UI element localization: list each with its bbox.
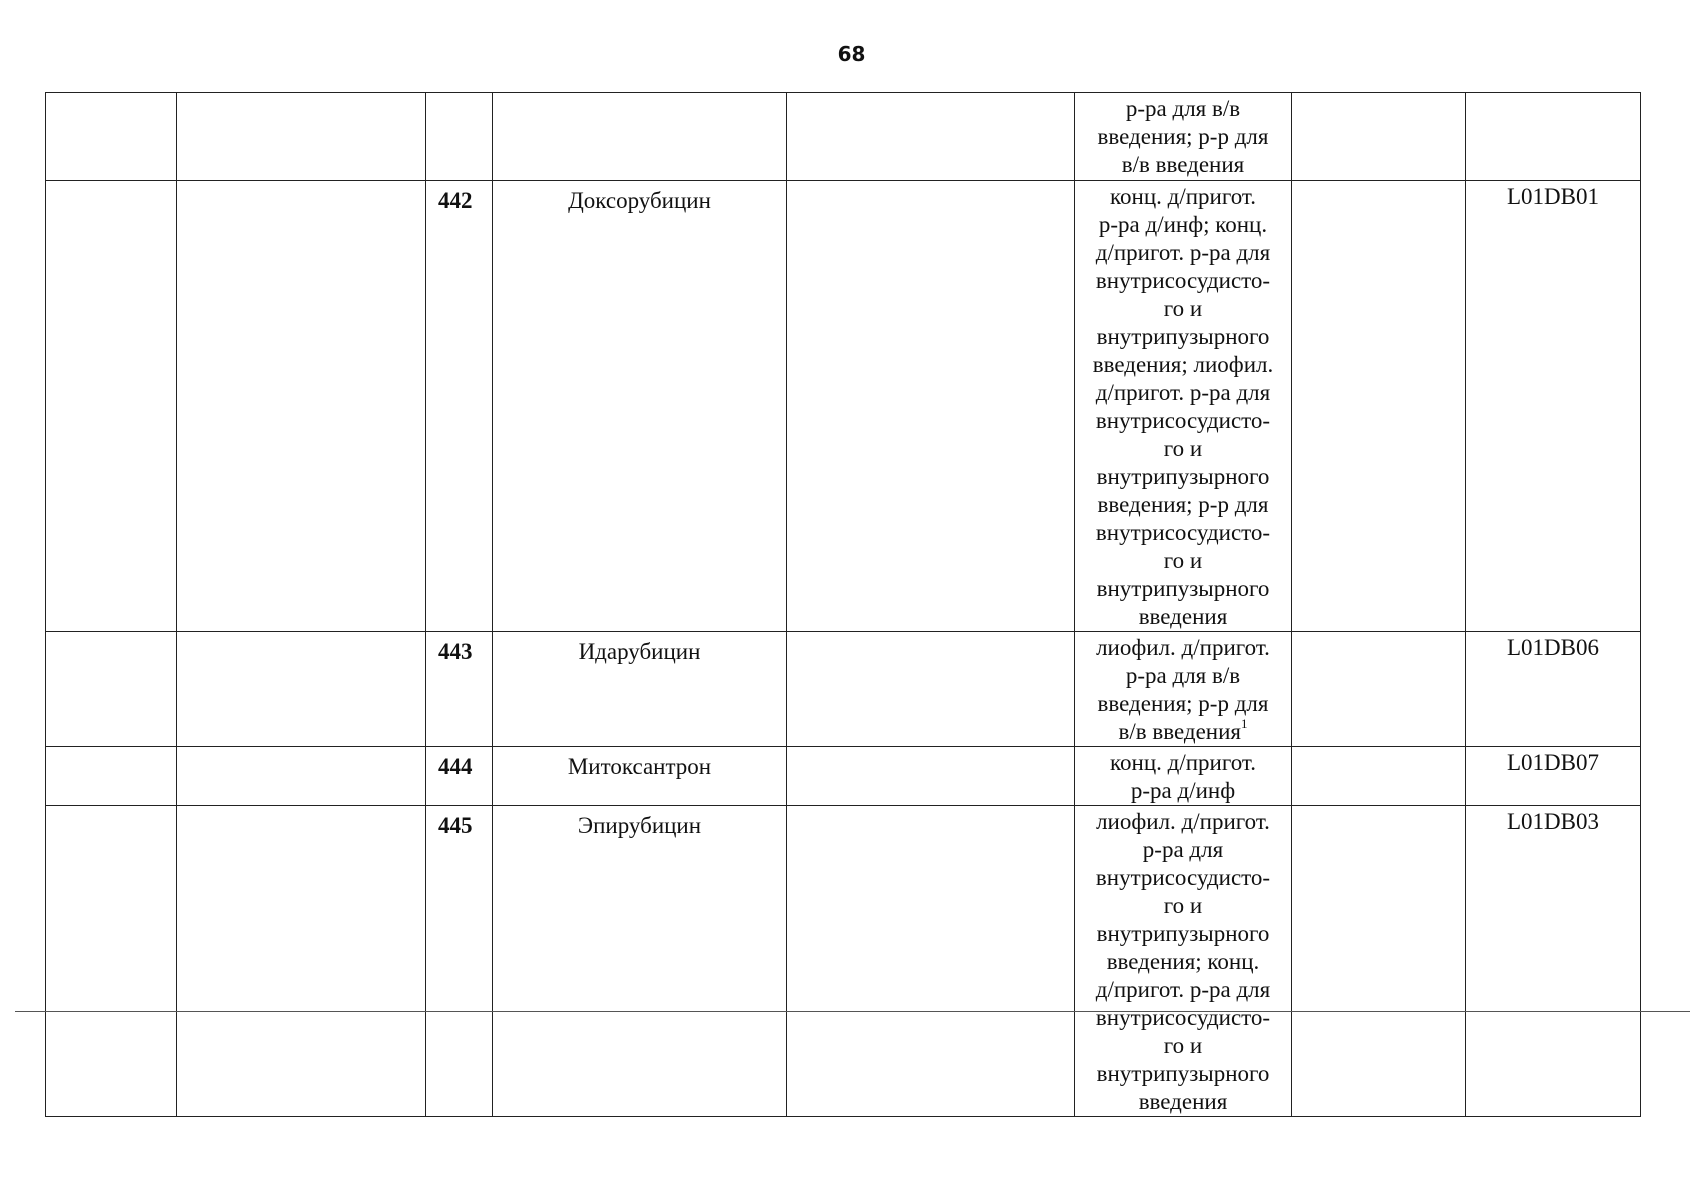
dosage-form-line: д/пригот. р-ра для <box>1095 380 1271 405</box>
dosage-form-line: го и <box>1163 893 1203 918</box>
col-2-cell <box>177 181 426 632</box>
row-number: 444 <box>426 747 493 806</box>
dosage-form-line: внутрипузырного <box>1096 921 1270 946</box>
dosage-form <box>1075 632 1292 747</box>
col-7-cell <box>1292 747 1466 806</box>
col-2-cell <box>177 747 426 806</box>
dosage-form-line: р-ра для <box>1142 837 1224 862</box>
dosage-form-line: введения <box>1138 1089 1228 1114</box>
row-number: 442 <box>426 181 493 632</box>
dosage-form-line: внутрипузырного <box>1096 324 1270 349</box>
dosage-form-line: го и <box>1163 436 1203 461</box>
col-1-cell <box>46 181 177 632</box>
dosage-form-line: в/в введения <box>1118 719 1241 744</box>
row-number <box>426 93 493 181</box>
col-2-cell <box>177 806 426 1117</box>
dosage-form <box>1075 747 1292 806</box>
table-row <box>46 806 1641 1117</box>
dosage-form <box>1075 93 1292 181</box>
row-number: 445 <box>426 806 493 1117</box>
drug-name <box>493 93 787 181</box>
dosage-form-line: го и <box>1163 548 1203 573</box>
col-2-cell <box>177 632 426 747</box>
table-row <box>46 93 1641 181</box>
dosage-form-line: введения; р-р для <box>1097 691 1269 716</box>
row-number: 443 <box>426 632 493 747</box>
dosage-form-line: р-ра д/инф; конц. <box>1098 212 1268 237</box>
dosage-form-line: внутрисосудисто- <box>1095 268 1271 293</box>
dosage-form-line: введения <box>1138 604 1228 629</box>
drug-name: Эпирубицин <box>493 806 787 1117</box>
dosage-form-line: введения; р-р для <box>1097 124 1269 149</box>
dosage-form-line: внутрисосудисто- <box>1095 1005 1271 1030</box>
col-2-cell <box>177 93 426 181</box>
dosage-form-line: в/в введения <box>1121 152 1245 177</box>
page-cut-line <box>15 1011 1690 1012</box>
dosage-form-line-wrap <box>1079 718 1287 746</box>
atc-code: L01DB03 <box>1466 806 1641 1117</box>
col-7-cell <box>1292 181 1466 632</box>
dosage-form-line: введения; р-р для <box>1097 492 1269 517</box>
dosage-form-line: внутрисосудисто- <box>1095 865 1271 890</box>
atc-code: L01DB01 <box>1466 181 1641 632</box>
col-5-cell <box>787 806 1075 1117</box>
dosage-form-line: внутрипузырного <box>1096 464 1270 489</box>
dosage-form-line: р-ра для в/в <box>1125 663 1241 688</box>
col-1-cell <box>46 747 177 806</box>
dosage-form-line: д/пригот. р-ра для <box>1095 240 1271 265</box>
dosage-form-line: го и <box>1163 296 1203 321</box>
dosage-form-line: лиофил. д/пригот. <box>1096 809 1270 834</box>
col-1-cell <box>46 806 177 1117</box>
dosage-form-line: р-ра для в/в <box>1125 96 1241 121</box>
col-5-cell <box>787 747 1075 806</box>
footnote-marker: 1 <box>1240 716 1248 732</box>
dosage-form-line: внутрипузырного <box>1096 1061 1270 1086</box>
dosage-form-line: го и <box>1163 1033 1203 1058</box>
dosage-form-line: внутрисосудисто- <box>1095 520 1271 545</box>
dosage-form-line: введения; лиофил. <box>1092 352 1274 377</box>
dosage-form-line: введения; конц. <box>1106 949 1260 974</box>
col-5-cell <box>787 632 1075 747</box>
dosage-form <box>1075 181 1292 632</box>
col-1-cell <box>46 632 177 747</box>
dosage-form-line: внутрипузырного <box>1096 576 1270 601</box>
atc-code: L01DB07 <box>1466 747 1641 806</box>
dosage-form <box>1075 806 1292 1117</box>
atc-code <box>1466 93 1641 181</box>
col-5-cell <box>787 181 1075 632</box>
col-7-cell <box>1292 806 1466 1117</box>
table-body <box>46 93 1641 1117</box>
table-row <box>46 632 1641 747</box>
drug-name: Идарубицин <box>493 632 787 747</box>
dosage-form-line: конц. д/пригот. <box>1110 184 1256 209</box>
dosage-form-line: внутрисосудисто- <box>1095 408 1271 433</box>
dosage-form-line: д/пригот. р-ра для <box>1095 977 1271 1002</box>
table-row <box>46 747 1641 806</box>
page-number: 68 <box>837 42 866 66</box>
dosage-form-line: р-ра д/инф <box>1130 778 1236 803</box>
drug-name: Митоксантрон <box>493 747 787 806</box>
drug-name: Доксорубицин <box>493 181 787 632</box>
col-7-cell <box>1292 93 1466 181</box>
atc-code: L01DB06 <box>1466 632 1641 747</box>
table-row <box>46 181 1641 632</box>
col-7-cell <box>1292 632 1466 747</box>
drug-table <box>45 92 1641 1117</box>
dosage-form-line: лиофил. д/пригот. <box>1096 635 1270 660</box>
col-5-cell <box>787 93 1075 181</box>
col-1-cell <box>46 93 177 181</box>
dosage-form-line: конц. д/пригот. <box>1110 750 1256 775</box>
